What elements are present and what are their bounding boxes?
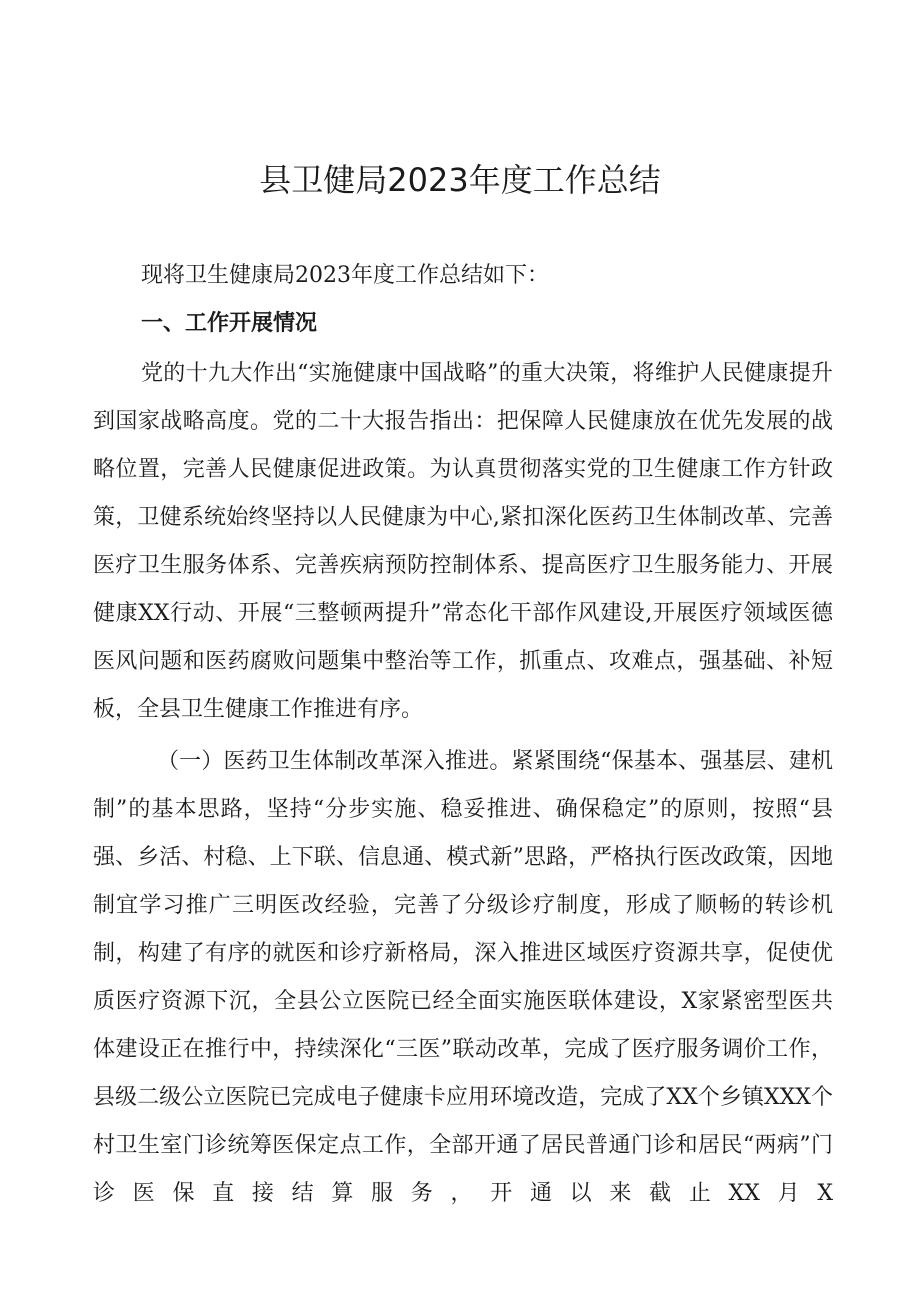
document-title: 县卫健局2023年度工作总结 [259, 161, 661, 199]
body-paragraph-1: 党的十九大作出“实施健康中国战略”的重大决策，将维护人民健康提升到国家战略高度。党的二十大报告指出：把保障人民健康放在优先发展的战略位置，完善人民健康促进政策。为认真贯彻落实党的卫生健康工作方针政策，卫健系统始终坚持以人民健康为中心,紧扣深化医药卫生体制改革、完善医疗卫生服务体系、完善疾病预防控制体系、提高医疗卫生服务能力、开展健康XX行动、开展“三整顿两提升”常态化干部作风建设,开展医疗领域医德医风问题和医药腐败问题集中整治等工作，抓重点、攻难点，强基础、补短板，全县卫生健康工作推进有序。 [93, 361, 833, 722]
intro-paragraph: 现将卫生健康局2023年度工作总结如下： [141, 263, 549, 288]
section-heading: 一、工作开展情况 [141, 311, 318, 336]
body-paragraph-2: （一）医药卫生体制改革深入推进。紧紧围绕“保基本、强基层、建机制”的基本思路，坚持“分步实施、稳妥推进、确保稳定”的原则，按照“县强、乡活、村稳、上下联、信息通、模式新”思路，严格执行医改政策，因地制宜学习推广三明医改经验，完善了分级诊疗制度，形成了顺畅的转诊机制，构建了有序的就医和诊疗新格局，深入推进区域医疗资源共享，促使优质医疗资源下沉，全县公立医院已经全面实施医联体建设，X家紧密型医共体建设正在推行中，持续深化“三医”联动改革，完成了医疗服务调价工作，县级二级公立医院已完成电子健康卡应用环境改造，完成了XX个乡镇XXX个村卫生室门诊统筹医保定点工作，全部开通了居民普通门诊和居民“两病”门诊医保直接结算服务，开通以来截止XX月X [93, 749, 833, 1206]
